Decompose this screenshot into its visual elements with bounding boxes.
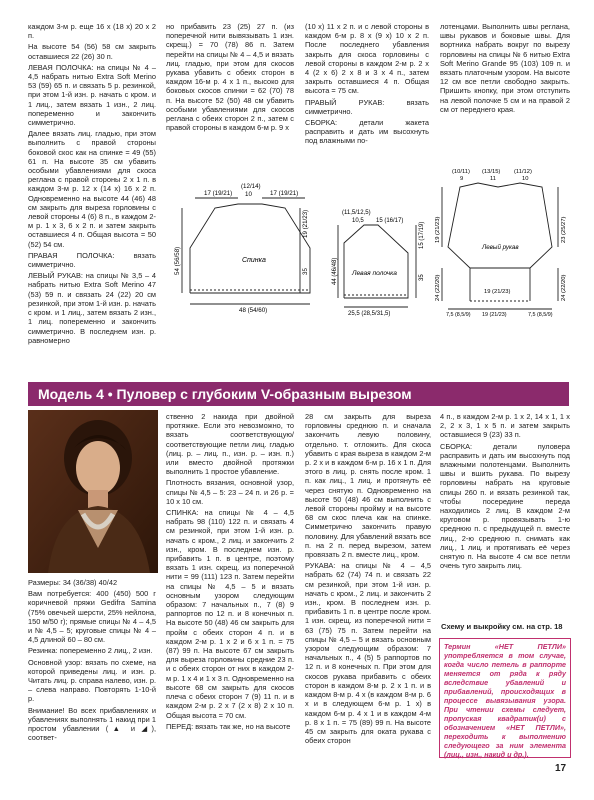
text-para: Резинка: попеременно 2 лиц., 2 изн. <box>28 646 153 656</box>
sleeve-top-label-3b: 10 <box>522 176 529 182</box>
sleeve-top-label-1b: 9 <box>460 176 464 182</box>
text-para: каждом 3-м р. еще 16 х (18 х) 20 х 2 п. <box>28 22 156 41</box>
sleeve-raglan-left-label: 19 (21/23) <box>435 216 441 243</box>
text-para: ПРАВАЯ ПОЛОЧКА: вязать симметрично. <box>28 250 156 270</box>
sleeve-top-label-2b: 11 <box>490 176 497 182</box>
text-para: Размеры: 34 (36/38) 40/42 <box>28 578 118 587</box>
sleeve-mid-label: 19 (21/23) <box>484 289 511 295</box>
top-col-4 <box>440 22 570 152</box>
text-para: (10 х) 11 х 2 п. и с левой стороны в каждом 6-м р. 8 х (9 х) 10 х 2 п. После последнего убавления закрыть для скоса горловины с левой стороны в каждом 2-м р. 2 х 4 (2 х 6) 2 х 8 и 3 х 4 п., затем закрыть оставшиеся 4 п. Общая высота = 75 см. <box>305 22 429 96</box>
pattern-reference: Схему и выкройку см. на стр. 18 <box>441 622 563 631</box>
front-top-label: (11,5/12,5) <box>342 210 371 216</box>
front-top-label-2: 10,5 <box>352 218 364 224</box>
model-photo <box>28 410 158 573</box>
sleeve-piece-label: Левый рукав <box>482 244 519 251</box>
back-armhole-label: 19 (21/23) <box>302 209 309 238</box>
model-photo-illustration <box>28 410 158 573</box>
text-para: СПИНКА: на спицы № 4 – 4,5 набрать 98 (110) 122 п. и связать 4 см резинкой, при этом 1-й изн. р. начать с кром., 2 лиц. и закончить 2 изн., кром. В последнем изн. р. прибавить 1 п. в центре, поэтому вязать 1 изн. скрещ. из поперечной нити = 99 (111) 123 п. Затем перейти на спицы № 4,5 – 5 и вязать основным узором следующим образом: 7 начальных п., 7 (8) 9 раппортов по 12 п. и 8 конечных п. На высоте 50 (48) 46 см закрыть для пройм с обеих сторон 4 п. и в каждом 2-м р. 1 х 2 и 6 х 1 п. = 75 (87) 99 п. На высоте 67 см закрыть для выреза горловины средние 23 п. и с обеих сторон от них в каждом 2-м р. 1 х 4 и 1 х 3 п. Одновременно на высоте 68 см закрыть для скосов плеча с обеих сторон 7 (9) 11 п. и в каждом 2-м р. 2 х 7 (2 х 8) 2 х 10 п. Общая высота = 70 см. <box>166 508 294 720</box>
top-col-3 <box>305 22 429 146</box>
text-para: Основной узор: вязать по схеме, на которой приведены лиц. и изн. р. Читать лиц. р. справа налево, изн. р. – слева направо. Повторять 1-10-й р. <box>28 657 156 704</box>
text-para: РУКАВА: на спицы № 4 – 4,5 набрать 62 (74) 74 п. и связать 22 см резинкой, при этом 1-й изн. р. начать с кром., 2 лиц. и закончить 2 изн., кром. В последнем изн. р. прибавить 1 п. в центре после кром. 1 изн. скрещ. из поперечной нити = 63 (75) 75 п. Затем перейти на спицы № 4,5 – 5 и вязать основным узором следующим образом: 7 начальных п., 4 (5) 5 раппортов по 12 п. и 8 конечных п. При этом для скосов рукава прибавить с обеих сторон в каждом 8-м р. 2 х 1 п. и в каждом 8-м р. 4 х (в каждом 8-м р. 6 х и в следующем 6-м р. 1 х) в каждом 6-м р. 4 х 1 и в каждом 4-м р. 8 х 1 п. = 75 (89) 99 п. На высоте 45 см закрыть для оката рукава с обеих сторон <box>305 561 431 746</box>
model-col-4 <box>440 412 570 617</box>
sleeve-top-label-3: (11/12) <box>514 169 532 175</box>
sleeve-top-label-1: (10/11) <box>452 169 470 175</box>
text-para: Далее вязать лиц. гладью, при этом выполнить с правой стороны боковой скос как на спинке = 49 (55) 61 п. На высоте 35 см убавить особыми убавлениями для скоса реглана с правой стороны 2 х 1 п. в каждом 3-м р. 12 х (14 х) 16 х 2 п. Одновременно на высоте 44 (46) 48 см закрыть для выреза горловины с левой стороны 4 (6) 8 п., в каждом 2-м р. 1 х 3, 6 х 2 п. и затем закрыть оставшиеся 4 п. Общая высота = 50 (52) 54 см. <box>28 129 156 249</box>
sleeve-bottom-mid-label: 19 (21/23) <box>482 312 507 318</box>
page-number: 17 <box>555 763 567 774</box>
model-title: Модель 4 • Пуловер с глубоким V-образным вырезом <box>38 386 412 402</box>
model-col-2 <box>166 412 294 764</box>
back-height-label: 54 (56/58) <box>174 246 181 275</box>
text-para: ЛЕВЫЙ РУКАВ: на спицы № 3,5 – 4 набрать нитью Extra Soft Merino 47 (53) 59 п. и связать 24 (22) 20 см резинкой, при этом 1-й изн. р. начать с кром. и 1 лиц., затем вязать 2 изн., 1 лиц. попеременно и закончить симметрично. В последнем изн. р. равномерно <box>28 271 156 345</box>
text-para: но прибавить 23 (25) 27 п. (из поперечной нити вывязывать 1 изн. скрещ.) = 70 (78) 86 п. Затем перейти на спицы № 4 – 4,5 и вязать лиц. гладью, при этом для скосов рукава убавить с обеих сторон в каждом 16-м р. 4 х 1 п., высоко для боковых скосов спинки = 62 (70) 78 п. На высоте 52 (50) 48 см убавить особыми убавлениями для скосов реглана с обеих сторон 2 п., затем с правой стороны в каждом 6-м р. 9 х <box>166 22 294 133</box>
back-side-label: 35 <box>302 268 309 275</box>
sleeve-cuff-label: 24 (22/20) <box>435 274 441 301</box>
text-para: Плотность вязания, основной узор, спицы № 4,5 – 5: 23 – 24 п. и 26 р. = 10 х 10 см. <box>166 478 294 506</box>
top-col-1 <box>28 22 156 345</box>
back-neck-label-2: 10 <box>245 191 252 198</box>
back-piece-label: Спинка <box>242 257 266 264</box>
note-text: Термин «НЕТ ПЕТЛИ» употребляется в том случае, когда число петель в раппорте меняется от ряда к ряду вследствие убавлений и прибавлений, происходящих в процессе вывязывания узора. При чтении схемы следует, пропуская квадратик(и) с обозначением «НЕТ ПЕТЛИ», переходить к выполнению следующего за ним элемента (лиц., изн., накид и др.). <box>444 642 566 759</box>
back-shoulder-right-label: 17 (19/21) <box>270 190 299 197</box>
text-para: 4 п., в каждом 2-м р. 1 х 2, 14 х 1, 1 х 2, 2 х 3, 1 х 5 п. и затем закрыть оставшиеся 9 (23) 33 п. <box>440 412 570 440</box>
front-top-label-3: 15 (16/17) <box>376 218 404 224</box>
text-para: лотенцами. Выполнить швы реглана, швы рукавов и боковые швы. Для вортника набрать вокруг по вырезу горловины на спицы № 6 нитью Extra Soft Merino Grande 95 (103) 109 п. и вязать платочным узором. На высоте 12 см все петли свободно закрыть. Пришить кнопку, при этом отступить на левой полочке 5 см и на правой 2 см от переднего края. <box>440 22 570 114</box>
sleeve-bottom-left-label: 7,5 (8,5/9) <box>446 312 471 318</box>
front-side-label: 35 <box>419 274 425 281</box>
text-para: ПЕРЕД: вязать так же, но на высоте <box>166 721 291 731</box>
note-box <box>439 638 571 758</box>
model-banner <box>28 382 569 406</box>
sleeve-cuff-right-label: 24 (22/20) <box>561 274 567 301</box>
back-width-label: 48 (54/60) <box>239 307 268 314</box>
back-shoulder-left-label: 17 (19/21) <box>204 190 233 197</box>
text-para: 28 см закрыть для выреза горловины среднюю п. и сначала закончить левую половину, отдельно. т. отложить. Для скоса убавить с края выреза в каждом 2-м р. 2 х и в каждом 6-м р. 16 х 1 п. Для этого в лиц. р. снять после кром. 1 п. как лиц., 1 лиц. и протянуть её через снятую п. Одновременно на высоте 50 (48) 46 см выполнить с левой стороны пройму и на высоте 68 см скос плеча как на спинке. Симметрично закончить правую половину. Для убавлений вязать все п. на 2 п. перед вырезом, затем провязать 2 п. вместе лиц., кром. <box>305 412 431 560</box>
front-pattern-diagram <box>330 210 430 317</box>
text-para: ЛЕВАЯ ПОЛОЧКА: на спицы № 4 – 4,5 набрать нитью Extra Soft Merino 53 (59) 65 п. и связать 5 р. резинкой, при этом 1-й изн. р. начать с кром. и 1 лиц., затем вязать 1 изн., 2 лиц. попеременно и закончить симметрично. <box>28 62 156 128</box>
model-col-1 <box>28 578 156 764</box>
text-para: СБОРКА: детали пуловера расправить и дать им высохнуть под влажными полотенцами. Выполнить швы и вшить рукава. По вырезу горловины набрать на круговые спицы 260 п. и вязать резинкой так, чтобы посередине переда находились 2 лиц. В каждом 2-м круговом р. провязывать 1-ю среднюю п. с предыдущей п. вместе лиц., 2-ю среднюю п. снимать как лиц., 1 лиц. и протягивать её через снятую п. На высоте 4 см все петли очень туго закрыть лиц. <box>440 441 570 571</box>
back-pattern-diagram <box>160 180 310 315</box>
sleeve-top-label-2: (13/15) <box>482 169 501 175</box>
text-para: ственно 2 накида при двойной протяжке. Если это невозможно, то вязать соответствующую/соответствующие петли лиц. гладью (лиц. р. – лиц. п., изн. р. – изн. п.) или вместо двойной протяжки выполнить 1 простое убавление. <box>166 412 294 477</box>
model-col-3 <box>305 412 431 764</box>
back-neck-label: (12/14) <box>241 183 261 190</box>
text-para: Внимание! Во всех прибавлениях и убавлениях выполнять 1 накид при 1 простом убавлении (▲ и ◢), соответ- <box>28 705 156 743</box>
top-col-2 <box>166 22 294 172</box>
sleeve-bottom-right-label: 7,5 (8,5/9) <box>528 312 553 318</box>
text-para: ПРАВЫЙ РУКАВ: вязать симметрично. <box>305 97 429 116</box>
sleeve-pattern-diagram <box>430 165 570 323</box>
front-armhole-label: 15 (17/19) <box>419 221 425 249</box>
front-width-label: 25,5 (28,5/31,5) <box>348 311 391 317</box>
front-piece-label: Левая полочка <box>352 270 397 277</box>
text-para: СБОРКА: детали жакета расправить и дать им высохнуть под влажными по- <box>305 118 429 146</box>
front-height-label: 44 (46/48) <box>332 257 338 285</box>
text-para: Вам потребуется: 400 (450) 500 г коричневой пряжи Gedifra Samina (75% овечьей шерсти, 25% нейлона, 150 м/50 г); прямые спицы № 4 – 4,5 и № 4,5 – 5; круговые спицы № 4 – 4,5 длиной 60 – 80 см. <box>28 589 156 645</box>
sleeve-raglan-right-label: 23 (25/27) <box>561 216 567 243</box>
text-para: На высоте 54 (56) 58 см закрыть оставшиеся 22 (26) 30 п. <box>28 42 156 61</box>
